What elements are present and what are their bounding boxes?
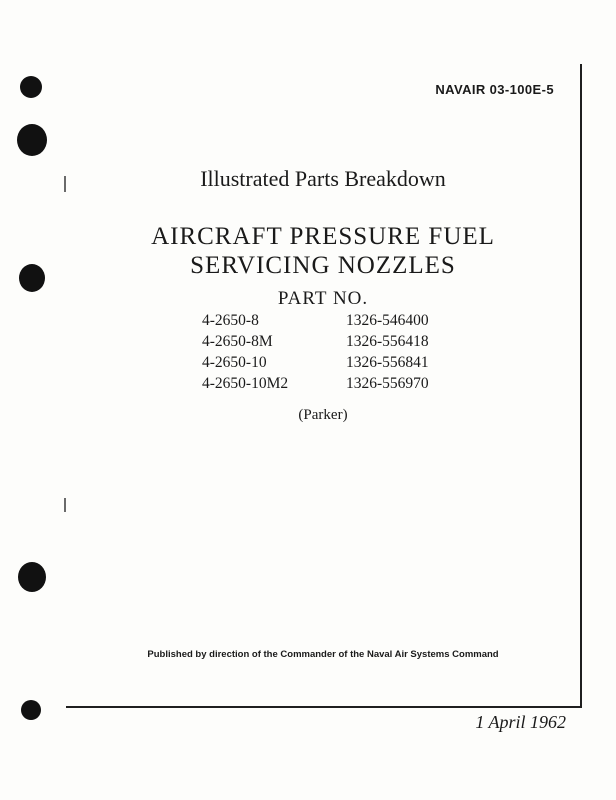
publication-date: 1 April 1962 xyxy=(475,712,566,732)
part-row xyxy=(202,375,512,396)
binder-hole-icon xyxy=(18,562,46,592)
part-row xyxy=(202,333,512,354)
part-number: 1326-556970 xyxy=(346,375,429,392)
publisher-note: Published by direction of the Commander of the Naval Air Systems Command xyxy=(147,649,499,660)
manufacturer: (Parker) xyxy=(298,407,348,423)
binder-hole-icon xyxy=(17,124,47,156)
part-no-label: PART NO. xyxy=(277,288,369,309)
binder-hole-icon xyxy=(19,264,45,292)
binder-hole-icon xyxy=(21,700,41,720)
part-number: 1326-546400 xyxy=(346,312,429,329)
part-model: 4-2650-10M2 xyxy=(202,375,289,392)
document-heading: Illustrated Parts Breakdown xyxy=(200,166,446,191)
document-number: NAVAIR 03-100E-5 xyxy=(435,82,554,97)
part-model: 4-2650-10 xyxy=(202,354,267,371)
page-frame xyxy=(66,64,582,708)
part-model: 4-2650-8 xyxy=(202,312,259,329)
part-model: 4-2650-8M xyxy=(202,333,273,350)
part-number: 1326-556841 xyxy=(346,354,429,371)
part-row xyxy=(202,312,512,333)
binder-hole-icon xyxy=(20,76,42,98)
title-line: AIRCRAFT PRESSURE FUEL xyxy=(151,223,495,250)
part-number-list xyxy=(202,312,512,396)
document-title xyxy=(66,222,580,280)
part-number: 1326-556418 xyxy=(346,333,429,350)
title-line: SERVICING NOZZLES xyxy=(190,252,456,279)
part-row xyxy=(202,354,512,375)
